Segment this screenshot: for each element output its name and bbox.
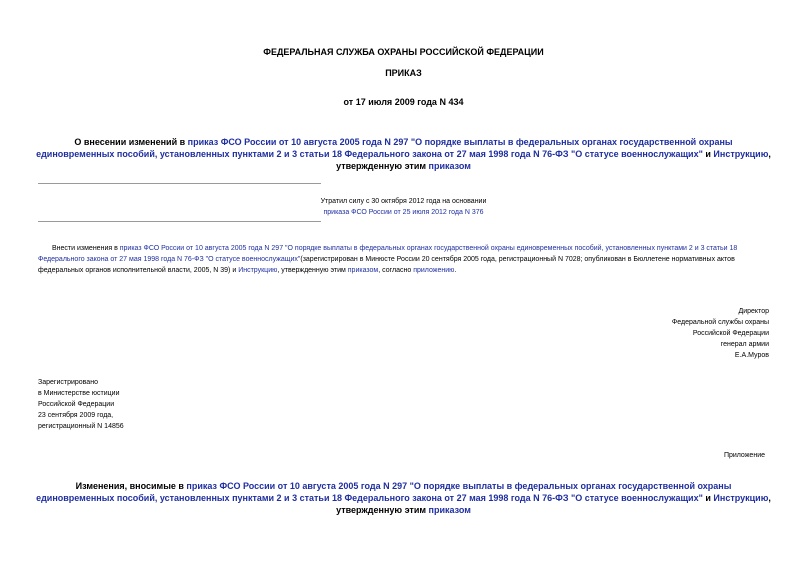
appendix-title-text: Изменения, вносимые в [75, 481, 187, 491]
title-text: О внесении изменений в [74, 137, 188, 147]
appendix-prikaz-link[interactable]: приказом [428, 505, 471, 515]
repeal-notice [300, 196, 507, 218]
signature-block [672, 306, 769, 361]
repeal-order-link[interactable]: приказа ФСО России от 25 июля 2012 года N 376 [323, 209, 484, 216]
registration-line: Российской Федерации [38, 401, 115, 408]
title-prikaz-link[interactable]: приказом [428, 161, 471, 171]
title-instruction-link[interactable]: Инструкцию [713, 149, 769, 159]
signature-line: Директор [738, 308, 769, 315]
appendix-title-text: , утвержденную этим [336, 493, 771, 515]
body-text: Внести изменения в [52, 245, 120, 252]
divider [38, 183, 321, 184]
body-paragraph [38, 243, 770, 276]
agency-name: ФЕДЕРАЛЬНАЯ СЛУЖБА ОХРАНЫ РОССИЙСКОЙ ФЕДЕРАЦИИ [263, 47, 544, 57]
body-appendix-link[interactable]: приложению [413, 267, 455, 274]
body-prikaz-link[interactable]: приказом [347, 267, 379, 274]
signature-line: Российской Федерации [692, 330, 769, 337]
signature-line: Е.А.Муров [734, 352, 769, 359]
appendix-label: Приложение [723, 452, 765, 459]
body-text: , утвержденную этим [277, 267, 348, 274]
registration-block [38, 377, 124, 432]
body-text: (зарегистрирован в Минюсте России 20 сентября 2005 года, регистрационный N 7028; опубликован в Бюллетене нормативных актов федеральных органов исполнительной власти, 2005, N 39) и [38, 256, 735, 274]
divider [38, 221, 321, 222]
document-date: от 17 июля 2009 года N 434 [343, 97, 464, 107]
body-order-link[interactable]: приказ ФСО России от 10 августа 2005 года N 297 "О порядке выплаты в федеральных органах государственной охраны единовременных пособий, установленных пунктами 2 и 3 статьи 18 Федерального закона от 27 мая 1998 года N 76-ФЗ "О статусе военнослужащих" [38, 245, 738, 263]
registration-line: 23 сентября 2009 года, [38, 412, 114, 419]
body-text: , согласно [378, 267, 414, 274]
body-text: . [454, 267, 457, 274]
document-type: ПРИКАЗ [385, 68, 422, 78]
repeal-notice-text: Утратил силу с 30 октября 2012 года на основании [320, 198, 487, 205]
body-instruction-link[interactable]: Инструкцию [238, 267, 278, 274]
title-text: и [702, 149, 714, 159]
title-order-link[interactable]: приказ ФСО России от 10 августа 2005 года N 297 "О порядке выплаты в федеральных органах государственной охраны единовременных пособий, установленных пунктами 2 и 3 статьи 18 Федерального закона от 27 мая 1998 года N 76-ФЗ "О статусе военнослужащих" [36, 137, 733, 159]
registration-line: регистрационный N 14856 [38, 423, 124, 430]
registration-line: в Министерстве юстиции [38, 390, 120, 397]
appendix-title [36, 480, 771, 516]
appendix-instruction-link[interactable]: Инструкцию [713, 493, 769, 503]
signature-line: Федеральной службы охраны [671, 319, 769, 326]
title-text: , утвержденную этим [336, 149, 771, 171]
document-title [36, 136, 771, 172]
appendix-order-link[interactable]: приказ ФСО России от 10 августа 2005 года N 297 "О порядке выплаты в федеральных органах государственной охраны единовременных пособий, установленных пунктами 2 и 3 статьи 18 Федерального закона от 27 мая 1998 года N 76-ФЗ "О статусе военнослужащих" [36, 481, 732, 503]
registration-line: Зарегистрировано [38, 379, 98, 386]
appendix-title-text: и [702, 493, 714, 503]
signature-line: генерал армии [720, 341, 769, 348]
